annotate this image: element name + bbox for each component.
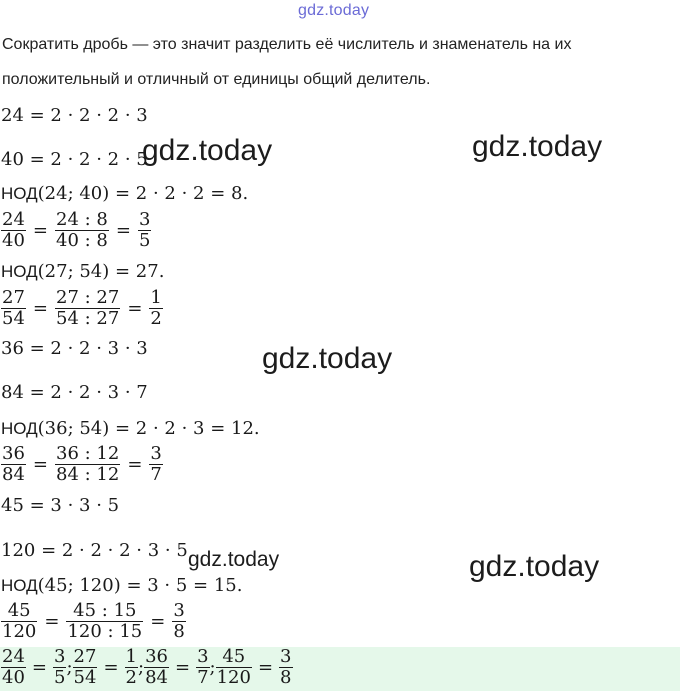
watermark: gdz.today bbox=[142, 134, 273, 167]
gcd-expression: (24; 40) = 2 · 2 · 2 = 8. bbox=[37, 183, 249, 204]
equals-sign: = bbox=[32, 220, 48, 241]
equals-sign: = bbox=[257, 657, 274, 678]
gcd-label: НОД bbox=[1, 262, 38, 281]
watermark: gdz.today bbox=[262, 342, 393, 375]
equals-sign: = bbox=[44, 611, 60, 632]
gcd-45-120 bbox=[1, 576, 242, 596]
factorization-84: 84 = 2 · 2 · 3 · 7 bbox=[1, 382, 148, 403]
watermark: gdz.today bbox=[469, 550, 600, 583]
intro-line-2: положительный и отличный от единицы общий делитель. bbox=[2, 71, 431, 88]
separator: ; bbox=[66, 657, 73, 678]
fraction: $\frac{3}{5}$ bbox=[138, 210, 151, 251]
fraction: $\frac{24}{40}$ bbox=[2, 210, 25, 251]
fraction: $\frac{3}{8}$ bbox=[280, 647, 292, 688]
equals-sign: = bbox=[150, 611, 166, 632]
equals-sign: = bbox=[127, 454, 143, 475]
watermark: gdz.today bbox=[472, 130, 603, 163]
gcd-label: НОД bbox=[1, 419, 38, 438]
equals-sign: = bbox=[103, 657, 119, 678]
reduction-27-54 bbox=[1, 288, 163, 332]
equals-sign: = bbox=[127, 298, 143, 319]
fraction: $\frac{36}{84}$ bbox=[2, 444, 25, 485]
factorization-45: 45 = 3 · 3 · 5 bbox=[1, 495, 120, 516]
gcd-expression: (36; 54) = 2 · 2 · 3 = 12. bbox=[37, 418, 260, 439]
fraction: $\frac{45 : 15}{120 : 15}$ bbox=[67, 601, 143, 642]
equals-sign: = bbox=[31, 657, 47, 678]
equals-sign: = bbox=[32, 298, 48, 319]
reduction-24-40 bbox=[1, 210, 151, 254]
separator: ; bbox=[209, 657, 216, 678]
fraction: $\frac{1}{2}$ bbox=[150, 288, 162, 329]
fraction: $\frac{3}{5}$ bbox=[54, 647, 66, 688]
factorization-40: 40 = 2 · 2 · 2 · 5 bbox=[1, 149, 148, 170]
fraction: $\frac{45}{120}$ bbox=[216, 647, 251, 688]
answer-box bbox=[0, 647, 680, 691]
gcd-24-40 bbox=[1, 184, 248, 204]
gcd-label: НОД bbox=[1, 184, 38, 203]
gcd-36-54 bbox=[1, 419, 260, 439]
factorization-24: 24 = 2 · 2 · 2 · 3 bbox=[1, 105, 148, 126]
reduction-45-120 bbox=[1, 601, 186, 645]
fraction: $\frac{1}{2}$ bbox=[125, 647, 137, 688]
fraction: $\frac{45}{120}$ bbox=[2, 601, 37, 642]
reduction-36-84 bbox=[1, 444, 163, 488]
fraction: $\frac{36}{84}$ bbox=[145, 647, 168, 688]
fraction: $\frac{24}{40}$ bbox=[2, 647, 25, 688]
site-title: gdz.today bbox=[298, 2, 370, 19]
fraction: $\frac{27}{54}$ bbox=[2, 288, 25, 329]
factorization-120: 120 = 2 · 2 · 2 · 3 · 5 bbox=[1, 540, 188, 561]
fraction: $\frac{27}{54}$ bbox=[73, 647, 97, 688]
fraction: $\frac{36 : 12}{84 : 12}$ bbox=[56, 444, 120, 485]
factorization-36: 36 = 2 · 2 · 3 · 3 bbox=[1, 338, 148, 359]
equals-sign: = bbox=[174, 657, 191, 678]
fraction: $\frac{3}{7}$ bbox=[150, 444, 162, 485]
fraction: $\frac{3}{8}$ bbox=[173, 601, 185, 642]
gcd-expression: (27; 54) = 27. bbox=[37, 261, 165, 282]
fraction: $\frac{27 : 27}{54 : 27}$ bbox=[56, 288, 120, 329]
gcd-label: НОД bbox=[1, 576, 38, 595]
equals-sign: = bbox=[115, 220, 131, 241]
equals-sign: = bbox=[32, 454, 48, 475]
gcd-27-54 bbox=[1, 262, 164, 282]
intro-line-1: Сократить дробь — это значит разделить её числитель и знаменатель на их bbox=[2, 36, 572, 53]
fraction: $\frac{24 : 8}{40 : 8}$ bbox=[56, 210, 108, 251]
gcd-expression: (45; 120) = 3 · 5 = 15. bbox=[37, 575, 243, 596]
fraction: $\frac{3}{7}$ bbox=[197, 647, 209, 688]
answer-line bbox=[1, 647, 293, 688]
watermark: gdz.today bbox=[188, 548, 280, 571]
separator: ; bbox=[137, 657, 145, 678]
